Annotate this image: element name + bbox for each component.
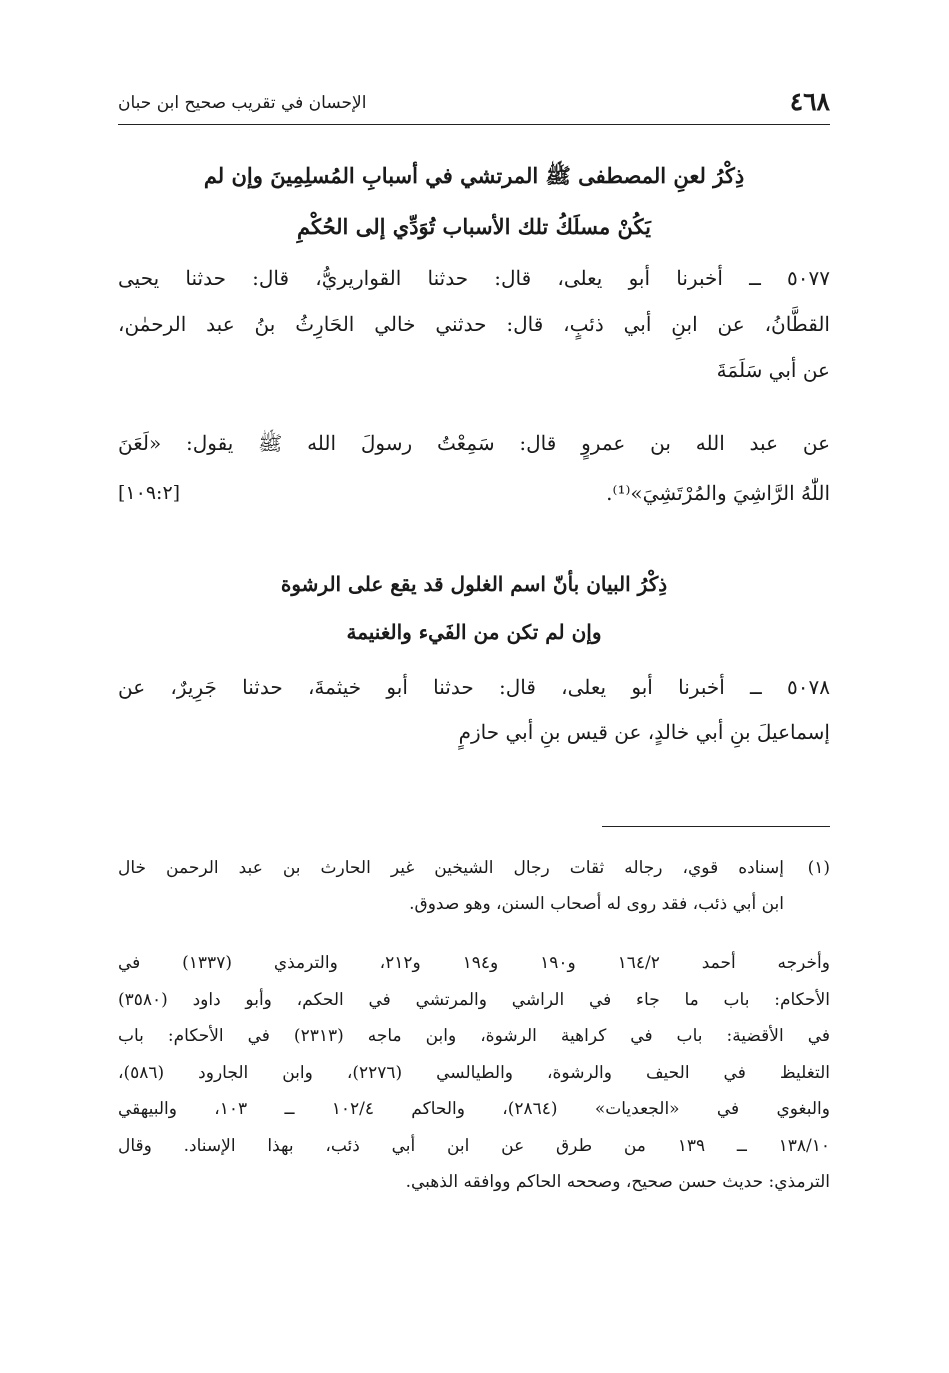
footnote-line: ١٣٨/١٠ ــ ١٣٩ من طرق عن ابن أبي ذئب، بهذا الإسناد. وقال [118,1135,830,1156]
text-line: اللّٰهُ الرَّاشِيَ والمُرْتَشِيَ»⁽¹⁾. [606,481,830,505]
text-line: عن أبي سَلَمَةَ [716,358,830,382]
text-line: ٥٠٧٨ ــ أخبرنا أبو يعلى، قال: حدثنا أبو خيثمةَ، حدثنا جَرِيرٌ، عن [118,675,830,699]
text-line: عن عبد الله بن عمروٍ قال: سَمِعْتُ رسولَ الله ﷺ يقول: «لَعَنَ [118,431,830,455]
hadith-5077-isnad [118,255,830,393]
footnote-line: والبغوي في «الجعديات» (٢٨٦٤)، والحاكم ١٠٢/٤ ــ ١٠٣، والبيهقي [118,1099,830,1119]
hadith-5078-isnad [118,665,830,755]
footnote-line: إسناده قوي، رجاله ثقات رجال الشيخين غير الحارث بن عبد الرحمن خال [118,858,784,878]
footnote-line: التغليظ في الحيف والرشوة، والطيالسي (٢٢٧٦)، وابن الجارود (٥٨٦)، [118,1062,830,1083]
footnote-1-continued [118,945,830,1201]
hadith-5077-matn [118,418,830,518]
footnote-1 [118,850,830,922]
text-line: إسماعيلَ بنِ أبي خالدٍ، عن قيس بنِ أبي حازمٍ [458,720,830,744]
section-heading-2 [118,560,830,656]
heading-line: ذِكْرُ لعنِ المصطفى ﷺ المرتشي في أسبابِ المُسلِمِينَ وإن لم [203,163,745,188]
footnote-line: في الأقضية: باب في كراهية الرشوة، وابن ماجه (٢٣١٣) في الأحكام: باب [118,1026,831,1046]
page-header [118,84,830,124]
heading-line: يَكُنْ مسلَكُ تلك الأسباب تُوَدِّي إلى الحُكْمِ [297,214,651,239]
footnote-separator [602,826,830,827]
footnote-marker: (١) [807,858,830,878]
footnote-line: وأخرجه أحمد ١٦٤/٢ و١٩٠ و١٩٤ و٢١٢، والترمذي (١٣٣٧) في [118,953,830,973]
text-line: ٥٠٧٧ ــ أخبرنا أبو يعلى، قال: حدثنا القواريريُّ، قال: حدثنا يحيى [118,266,830,290]
running-title: الإحسان في تقريب صحيح ابن حبان [118,93,367,113]
text-line-with-reference [118,468,830,518]
footnote-line: ابن أبي ذئب، فقد روى له أصحاب السنن، وهو صدوق. [409,894,784,914]
footnote-line: الترمذي: حديث حسن صحيح، وصححه الحاكم ووافقه الذهبي. [405,1172,830,1192]
header-rule [118,124,830,125]
heading-line: ذِكْرُ البيان بأنّ اسم الغلول قد يقع على الرشوة [280,572,668,596]
footnote-line: الأحكام: باب ما جاء في الراشي والمرتشي في الحكم، وأبو داود (٣٥٨٠) [118,989,830,1010]
page-number: ٤٦٨ [789,87,830,116]
heading-line: وإن لم تكن من الفَيء والغنيمة [346,620,602,644]
cross-reference: [١٠٩:٢] [118,482,181,504]
text-line: القطَّانُ، عن ابنِ أبي ذئبٍ، قال: حدثني خالي الحَارِثُ بنُ عبد الرحمٰن، [118,312,830,336]
section-heading-1 [118,150,830,252]
